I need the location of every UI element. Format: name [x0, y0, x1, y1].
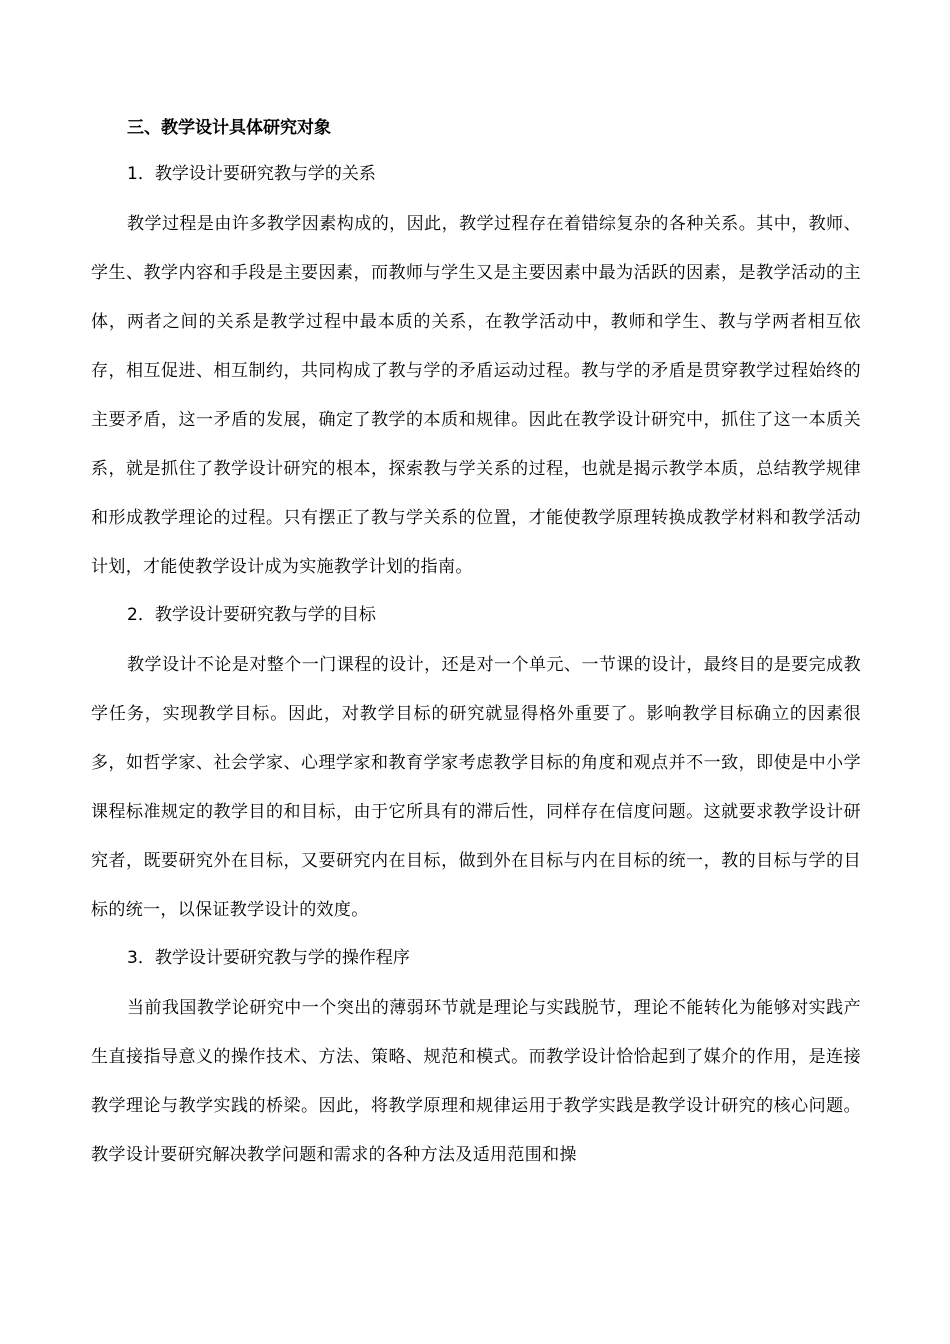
paragraph-2: 教学设计不论是对整个一门课程的设计，还是对一个单元、一节课的设计，最终目的是要完成教学任务，实现教学目标。因此，对教学目标的研究就显得格外重要了。影响教学目标确立的因素很多，如哲学家、社会学家、心理学家和教育学家考虑教学目标的角度和观点并不一致，即使是中小学课程标准规定的教学目的和目标，由于它所具有的滞后性，同样存在信度问题。这就要求教学设计研究者，既要研究外在目标，又要研究内在目标，做到外在目标与内在目标的统一，教的目标与学的目标的统一，以保证教学设计的效度。 [91, 655, 861, 920]
paragraph-1: 教学过程是由许多教学因素构成的，因此，教学过程存在着错综复杂的各种关系。其中，教师、学生、教学内容和手段是主要因素，而教师与学生又是主要因素中最为活跃的因素，是教学活动的主体，两者之间的关系是教学过程中最本质的关系，在教学活动中，教师和学生、教与学两者相互依存，相互促进、相互制约，共同构成了教与学的矛盾运动过程。教与学的矛盾是贯穿教学过程始终的主要矛盾，这一矛盾的发展，确定了教学的本质和规律。因此在教学设计研究中，抓住了这一本质关系，就是抓住了教学设计研究的根本，探索教与学关系的过程，也就是揭示教学本质，总结教学规律和形成教学理论的过程。只有摆正了教与学关系的位置，才能使教学原理转换成教学材料和教学活动计划，才能使教学设计成为实施教学计划的指南。 [91, 214, 861, 577]
subsection-heading-1: 1．教学设计要研究教与学的关系 [127, 164, 376, 184]
subsection-heading-2: 2．教学设计要研究教与学的目标 [127, 605, 376, 625]
subsection-heading-3: 3．教学设计要研究教与学的操作程序 [127, 948, 410, 968]
paragraph-3: 当前我国教学论研究中一个突出的薄弱环节就是理论与实践脱节，理论不能转化为能够对实践产生直接指导意义的操作技术、方法、策略、规范和模式。而教学设计恰恰起到了媒介的作用，是连接教学理论与教学实践的桥梁。因此，将教学原理和规律运用于教学实践是教学设计研究的核心问题。教学设计要研究解决教学问题和需求的各种方法及适用范围和操 [91, 998, 861, 1165]
section-heading: 三、教学设计具体研究对象 [127, 118, 331, 138]
document-body [91, 108, 861, 1183]
